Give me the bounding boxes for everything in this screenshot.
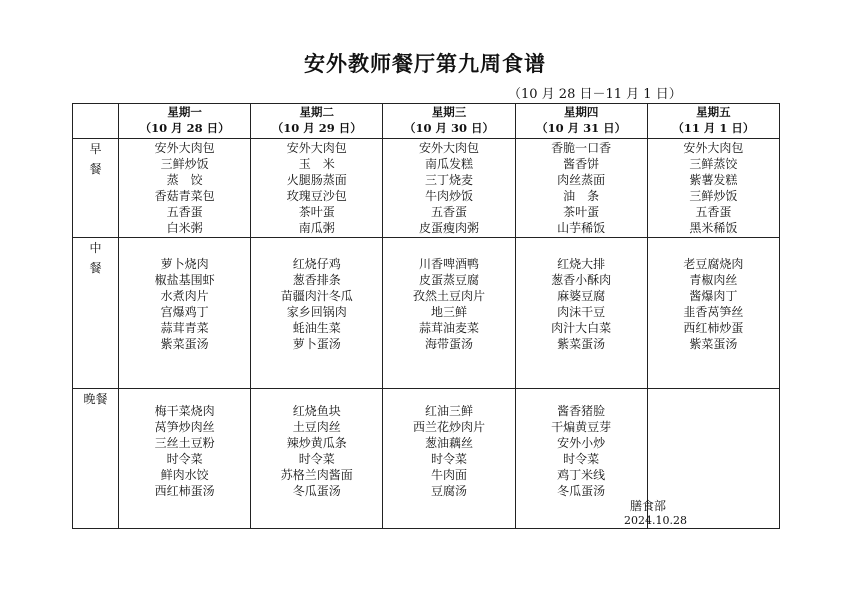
breakfast-thu: [515, 139, 647, 238]
lunch-thu: [515, 238, 647, 389]
dish-item: 茶叶蛋: [298, 205, 335, 219]
dish-item: 五香蛋: [695, 205, 732, 219]
header-row: [73, 104, 780, 139]
dish-item: 安外小炒: [557, 436, 606, 450]
breakfast-row: [73, 139, 780, 238]
dinner-row: [73, 389, 780, 529]
dish-item: 时令菜: [298, 452, 335, 466]
day-date: （10 月 28 日）: [139, 121, 230, 135]
dish-item: 椒盐基围虾: [154, 273, 215, 287]
dish-item: 玫瑰豆沙包: [286, 189, 347, 203]
menu-table: [72, 103, 780, 529]
breakfast-fri: [647, 139, 779, 238]
meal-label-char: 早: [89, 142, 102, 156]
dish-item: 火腿肠蒸面: [286, 173, 347, 187]
dish-item: 安外大肉包: [154, 141, 215, 155]
dish-item: 豆腐汤: [430, 484, 467, 498]
dish-item: 南瓜粥: [298, 221, 335, 235]
dish-item: 肉沫干豆: [557, 305, 606, 319]
lunch-label: [73, 238, 119, 389]
meal-label-char: 餐: [89, 261, 102, 275]
dish-item: 皮蛋蒸豆腐: [418, 273, 479, 287]
dish-item: 苏格兰肉酱面: [280, 468, 353, 482]
dish-item: 牛肉炒饭: [424, 189, 473, 203]
day-header-thu: [515, 104, 647, 139]
dish-item: 红烧鱼块: [292, 404, 341, 418]
dish-item: 黑米稀饭: [689, 221, 738, 235]
footer-department: 膳食部: [630, 499, 667, 513]
breakfast-wed: [383, 139, 515, 238]
dish-item: 青椒肉丝: [689, 273, 738, 287]
dish-item: 辣炒黄瓜条: [286, 436, 347, 450]
day-header-wed: [383, 104, 515, 139]
dish-item: 蒸 饺: [166, 173, 203, 187]
dish-item: 香脆一口香: [551, 141, 612, 155]
dish-item: 葱油藕丝: [424, 436, 473, 450]
dish-item: 冬瓜蛋汤: [292, 484, 341, 498]
lunch-row: [73, 238, 780, 389]
date-range: （10 月 28 日－11 月 1 日）: [508, 87, 682, 102]
dish-item: 紫薯发糕: [689, 173, 738, 187]
dish-item: 时令菜: [430, 452, 467, 466]
dish-item: 五香蛋: [166, 205, 203, 219]
lunch-fri: [647, 238, 779, 389]
dish-item: 肉丝蒸面: [557, 173, 606, 187]
dish-item: 肉汁大白菜: [551, 321, 612, 335]
dish-item: 南瓜发糕: [424, 157, 473, 171]
dish-item: 葱香排条: [292, 273, 341, 287]
dinner-wed: [383, 389, 515, 529]
dish-item: 萝卜蛋汤: [292, 337, 341, 351]
dish-item: 油 条: [563, 189, 600, 203]
day-name: 星期四: [563, 105, 599, 119]
dish-item: 酱爆肉丁: [689, 289, 738, 303]
dish-item: 宫爆鸡丁: [160, 305, 209, 319]
dish-item: 蒜茸青菜: [160, 321, 209, 335]
meal-label-char: 餐: [89, 162, 102, 176]
dish-item: 西兰花炒肉片: [412, 420, 485, 434]
dish-item: 紫菜蛋汤: [557, 337, 606, 351]
day-date: （11 月 1 日）: [672, 121, 755, 135]
dish-item: 干煸黄豆芽: [551, 420, 612, 434]
breakfast-mon: [119, 139, 251, 238]
dish-item: 水煮肉片: [160, 289, 209, 303]
day-date: （10 月 29 日）: [271, 121, 362, 135]
dish-item: 孜然土豆肉片: [412, 289, 485, 303]
dish-item: 酱香饼: [563, 157, 600, 171]
dish-item: 三丝土豆粉: [154, 436, 215, 450]
dinner-tue: [251, 389, 383, 529]
dish-item: 时令菜: [166, 452, 203, 466]
day-header-fri: [647, 104, 779, 139]
corner-cell: [73, 104, 119, 139]
dish-item: 葱香小酥肉: [551, 273, 612, 287]
dish-item: 土豆肉丝: [292, 420, 341, 434]
meal-label-char: 中: [89, 241, 102, 255]
dish-item: 老豆腐烧肉: [683, 257, 744, 271]
dish-item: 三鲜炒饭: [689, 189, 738, 203]
day-name: 星期二: [299, 105, 335, 119]
breakfast-tue: [251, 139, 383, 238]
dish-item: 红烧大排: [557, 257, 606, 271]
dish-item: 海带蛋汤: [424, 337, 473, 351]
dish-item: 安外大肉包: [683, 141, 744, 155]
dish-item: 皮蛋瘦肉粥: [418, 221, 479, 235]
dish-item: 西红柿蛋汤: [154, 484, 215, 498]
dish-item: 萝卜烧肉: [160, 257, 209, 271]
dish-item: 紫菜蛋汤: [689, 337, 738, 351]
day-name: 星期一: [167, 105, 202, 119]
day-date: （10 月 31 日）: [536, 121, 627, 135]
day-header-tue: [251, 104, 383, 139]
lunch-wed: [383, 238, 515, 389]
dish-item: 西红柿炒蛋: [683, 321, 744, 335]
dish-item: 白米粥: [166, 221, 203, 235]
dinner-thu: [515, 389, 647, 529]
lunch-tue: [251, 238, 383, 389]
dish-item: 川香啤酒鸭: [418, 257, 479, 271]
dish-item: 苗疆肉汁冬瓜: [280, 289, 353, 303]
dish-item: 冬瓜蛋汤: [557, 484, 606, 498]
dish-item: 安外大肉包: [418, 141, 479, 155]
dish-item: 家乡回锅肉: [286, 305, 347, 319]
day-header-mon: [119, 104, 251, 139]
dish-item: 莴笋炒肉丝: [154, 420, 215, 434]
dish-item: 茶叶蛋: [563, 205, 600, 219]
footer-date: 2024.10.28: [624, 514, 687, 527]
day-date: （10 月 30 日）: [403, 121, 494, 135]
dish-item: 红烧仔鸡: [292, 257, 341, 271]
dish-item: 鸡丁米线: [557, 468, 606, 482]
dish-item: 时令菜: [563, 452, 600, 466]
dish-item: 韭香莴笋丝: [683, 305, 744, 319]
dish-item: 梅干菜烧肉: [154, 404, 215, 418]
dish-item: 紫菜蛋汤: [160, 337, 209, 351]
dish-item: 蚝油生菜: [292, 321, 341, 335]
dish-item: 五香蛋: [430, 205, 467, 219]
dish-item: 山芋稀饭: [557, 221, 606, 235]
dinner-label: 晚餐: [73, 389, 119, 529]
dish-item: 蒜茸油麦菜: [418, 321, 479, 335]
lunch-mon: [119, 238, 251, 389]
day-name: 星期三: [431, 105, 467, 119]
dish-item: 麻婆豆腐: [557, 289, 606, 303]
dish-item: 三鲜炒饭: [160, 157, 209, 171]
dinner-mon: [119, 389, 251, 529]
dish-item: 三鲜蒸饺: [689, 157, 738, 171]
dinner-fri: [647, 389, 779, 529]
dish-item: 鲜肉水饺: [160, 468, 209, 482]
dish-item: 酱香猪脸: [557, 404, 606, 418]
dish-item: 玉 米: [298, 157, 335, 171]
day-name: 星期五: [696, 105, 731, 119]
dish-item: 地三鲜: [430, 305, 467, 319]
dish-item: 红油三鲜: [424, 404, 473, 418]
dish-item: 安外大肉包: [286, 141, 347, 155]
dish-item: 牛肉面: [430, 468, 467, 482]
dish-item: 三丁烧麦: [424, 173, 473, 187]
breakfast-label: [73, 139, 119, 238]
page-title: 安外教师餐厅第九周食谱: [304, 51, 546, 76]
dish-item: 香菇青菜包: [154, 189, 215, 203]
